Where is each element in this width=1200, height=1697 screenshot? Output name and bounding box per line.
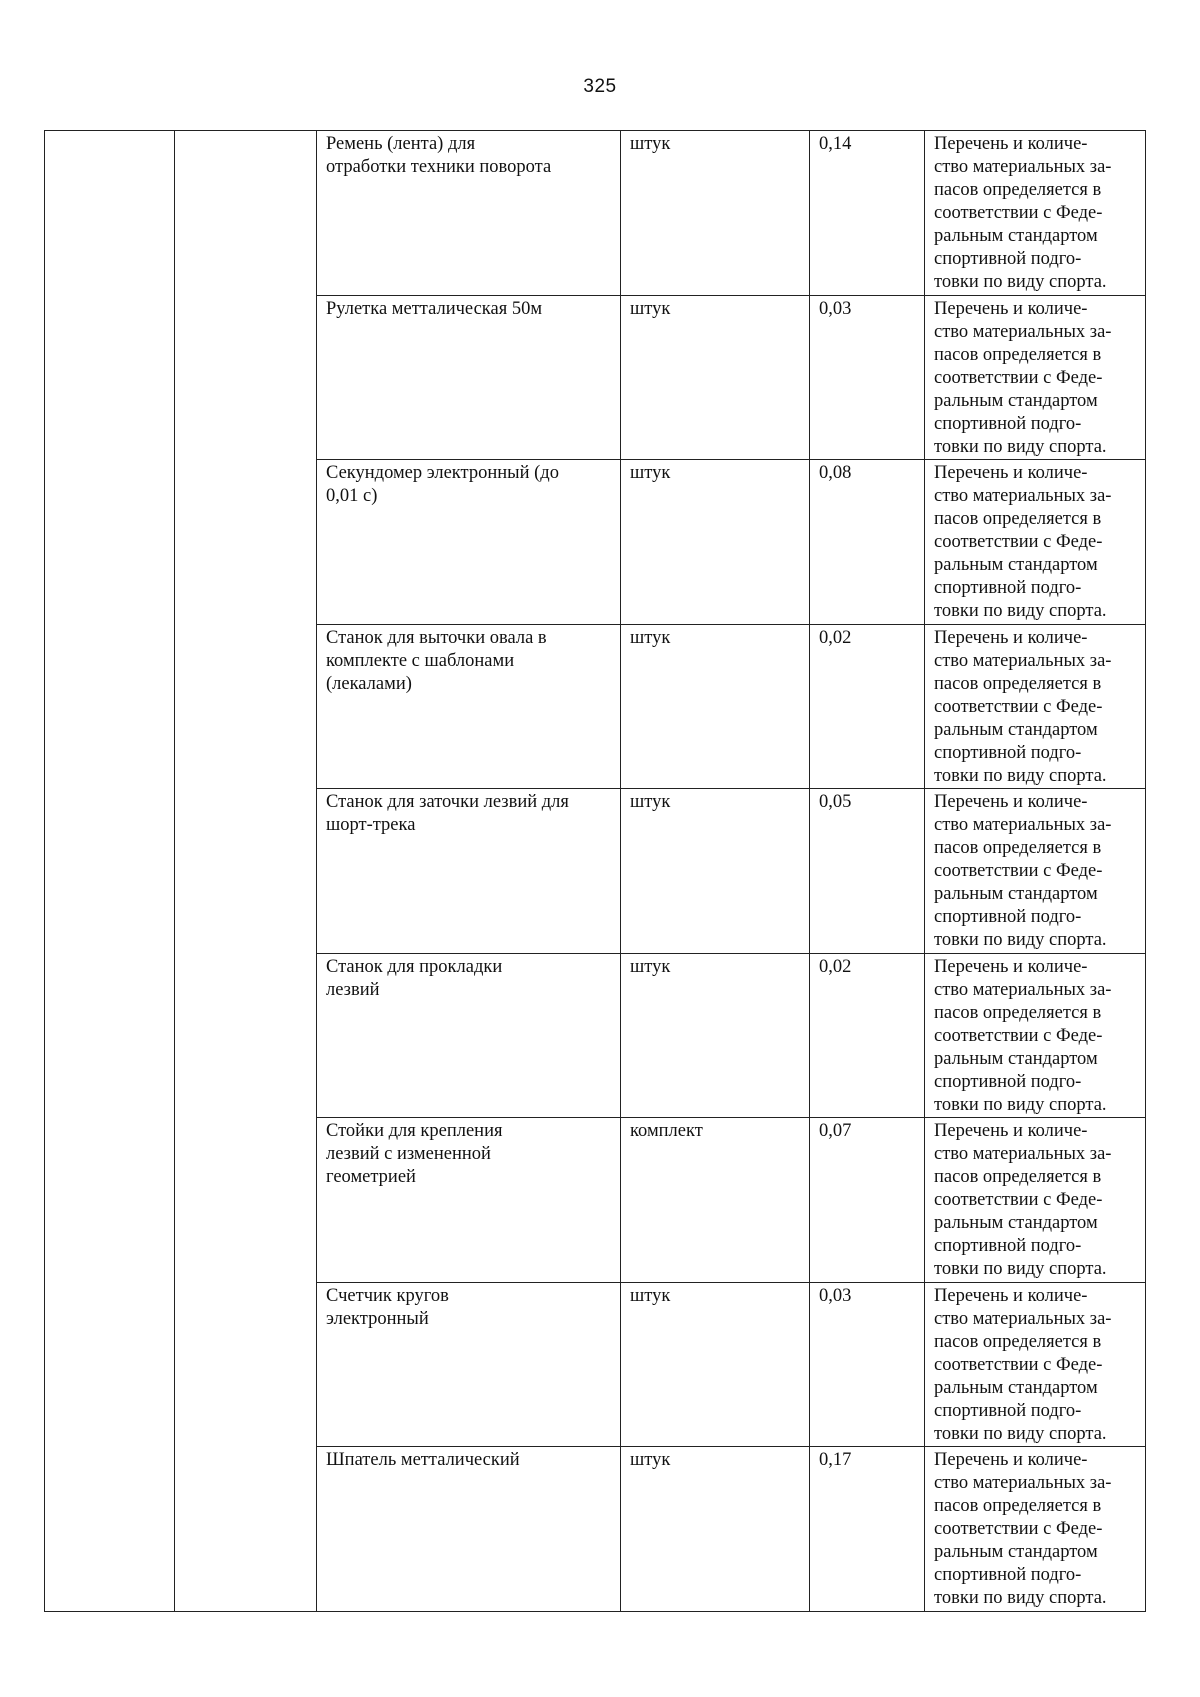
- item-name-cell: Ремень (лента) для отработки техники поворота: [317, 131, 621, 296]
- quantity-cell: 0,05: [810, 789, 925, 954]
- unit-cell: штук: [621, 953, 810, 1118]
- table-row: [45, 131, 1146, 296]
- note-cell: Перечень и количе- ство материальных за- пасов определяется в соответствии с Феде- ральным стандартом спортивной подго- товки по виду спорта.: [925, 789, 1146, 954]
- note-cell: Перечень и количе- ство материальных за- пасов определяется в соответствии с Феде- ральным стандартом спортивной подго- товки по виду спорта.: [925, 1447, 1146, 1612]
- equipment-table: [44, 130, 1146, 1612]
- quantity-cell: 0,08: [810, 460, 925, 625]
- item-name-cell: Станок для выточки овала в комплекте с шаблонами (лекалами): [317, 624, 621, 789]
- unit-cell: штук: [621, 789, 810, 954]
- quantity-cell: 0,02: [810, 953, 925, 1118]
- quantity-cell: 0,02: [810, 624, 925, 789]
- merged-empty-cell-1: [45, 131, 175, 1612]
- item-name-cell: Рулетка метталическая 50м: [317, 295, 621, 460]
- note-cell: Перечень и количе- ство материальных за- пасов определяется в соответствии с Феде- ральным стандартом спортивной подго- товки по виду спорта.: [925, 295, 1146, 460]
- item-name-cell: Стойки для крепления лезвий с измененной геометрией: [317, 1118, 621, 1283]
- unit-cell: штук: [621, 460, 810, 625]
- unit-cell: штук: [621, 1282, 810, 1447]
- note-cell: Перечень и количе- ство материальных за- пасов определяется в соответствии с Феде- ральным стандартом спортивной подго- товки по виду спорта.: [925, 953, 1146, 1118]
- item-name-cell: Шпатель метталический: [317, 1447, 621, 1612]
- unit-cell: штук: [621, 131, 810, 296]
- quantity-cell: 0,03: [810, 295, 925, 460]
- note-cell: Перечень и количе- ство материальных за- пасов определяется в соответствии с Феде- ральным стандартом спортивной подго- товки по виду спорта.: [925, 1282, 1146, 1447]
- note-cell: Перечень и количе- ство материальных за- пасов определяется в соответствии с Феде- ральным стандартом спортивной подго- товки по виду спорта.: [925, 131, 1146, 296]
- page-number: 325: [583, 76, 617, 97]
- quantity-cell: 0,17: [810, 1447, 925, 1612]
- unit-cell: комплект: [621, 1118, 810, 1283]
- unit-cell: штук: [621, 295, 810, 460]
- quantity-cell: 0,07: [810, 1118, 925, 1283]
- item-name-cell: Станок для заточки лезвий для шорт-трека: [317, 789, 621, 954]
- merged-empty-cell-2: [175, 131, 317, 1612]
- item-name-cell: Станок для прокладки лезвий: [317, 953, 621, 1118]
- item-name-cell: Секундомер электронный (до 0,01 с): [317, 460, 621, 625]
- note-cell: Перечень и количе- ство материальных за- пасов определяется в соответствии с Феде- ральным стандартом спортивной подго- товки по виду спорта.: [925, 460, 1146, 625]
- note-cell: Перечень и количе- ство материальных за- пасов определяется в соответствии с Феде- ральным стандартом спортивной подго- товки по виду спорта.: [925, 624, 1146, 789]
- unit-cell: штук: [621, 624, 810, 789]
- quantity-cell: 0,14: [810, 131, 925, 296]
- unit-cell: штук: [621, 1447, 810, 1612]
- quantity-cell: 0,03: [810, 1282, 925, 1447]
- note-cell: Перечень и количе- ство материальных за- пасов определяется в соответствии с Феде- ральным стандартом спортивной подго- товки по виду спорта.: [925, 1118, 1146, 1283]
- item-name-cell: Счетчик кругов электронный: [317, 1282, 621, 1447]
